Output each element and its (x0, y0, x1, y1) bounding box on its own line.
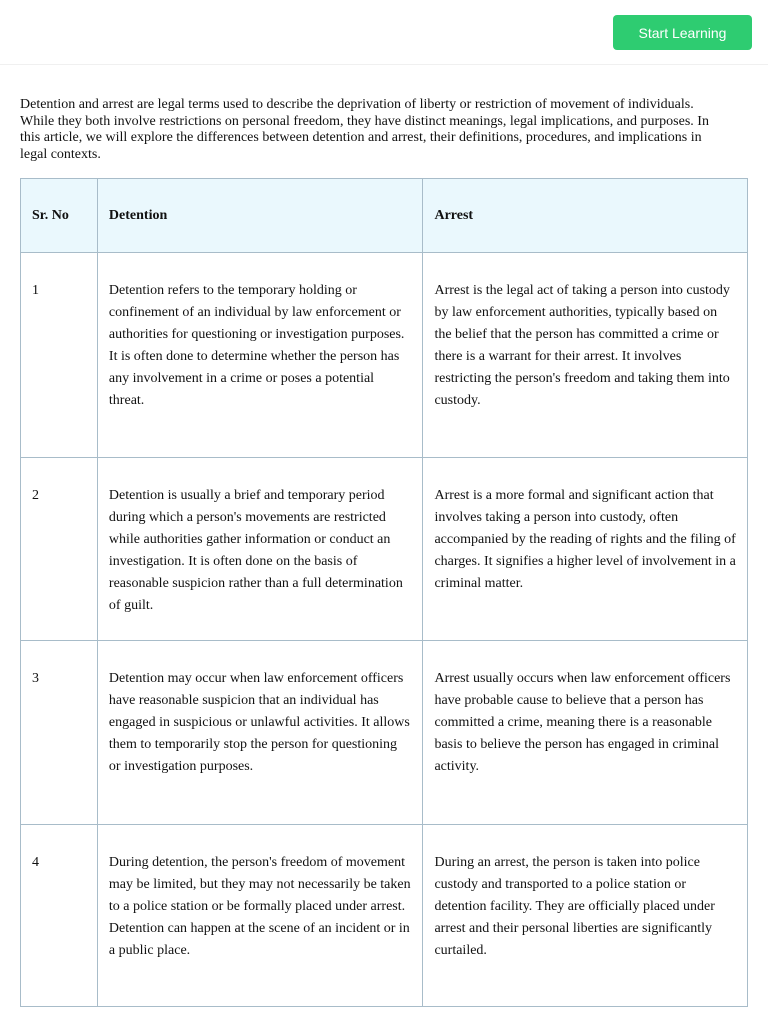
cell-sr-no: 4 (21, 825, 98, 1007)
cell-sr-no: 3 (21, 641, 98, 825)
cell-detention: Detention refers to the temporary holding or confinement of an individual by law enforcement or authorities for questioning or investigation purposes. It is often done to determine whether the person has any involvement in a crime or poses a potential threat. (97, 253, 423, 458)
table-row (21, 253, 748, 458)
cell-sr-no: 2 (21, 458, 98, 641)
cell-arrest: Arrest is the legal act of taking a person into custody by law enforcement authorities, typically based on the belief that the person has committed a crime or there is a warrant for their arrest. It involves restricting the person's freedom and taking them into custody. (423, 253, 748, 458)
header-arrest: Arrest (423, 179, 748, 253)
cell-detention: During detention, the person's freedom of movement may be limited, but they may not necessarily be taken to a police station or be formally placed under arrest. Detention can happen at the scene of an incident or in a public place. (97, 825, 423, 1007)
header-detention: Detention (97, 179, 423, 253)
table-row (21, 825, 748, 1007)
cell-detention: Detention may occur when law enforcement officers have reasonable suspicion that an individual has engaged in suspicious or unlawful activities. It allows them to temporarily stop the person for questioning or investigation purposes. (97, 641, 423, 825)
intro-paragraph: Detention and arrest are legal terms used to describe the deprivation of liberty or restriction of movement of individuals. While they both involve restrictions on personal freedom, they have distinct meanings, legal implications, and purposes. In this article, we will explore the differences between detention and arrest, their definitions, procedures, and implications in legal contexts. (20, 97, 709, 162)
cell-arrest: Arrest usually occurs when law enforcement officers have probable cause to believe that a person has committed a crime, meaning there is a reasonable basis to believe the person has engaged in criminal activity. (423, 641, 748, 825)
table-row (21, 458, 748, 641)
start-learning-button[interactable]: Start Learning (613, 15, 752, 50)
table-row (21, 641, 748, 825)
cell-detention: Detention is usually a brief and temporary period during which a person's movements are restricted while authorities gather information or conduct an investigation. It is often done on the basis of reasonable suspicion rather than a full determination of guilt. (97, 458, 423, 641)
cell-arrest: During an arrest, the person is taken into police custody and transported to a police station or detention facility. They are officially placed under arrest and their personal liberties are significantly curtailed. (423, 825, 748, 1007)
cell-arrest: Arrest is a more formal and significant action that involves taking a person into custody, often accompanied by the reading of rights and the filing of charges. It signifies a higher level of involvement in a criminal matter. (423, 458, 748, 641)
header-sr-no: Sr. No (21, 179, 98, 253)
comparison-table (20, 178, 748, 1007)
cell-sr-no: 1 (21, 253, 98, 458)
top-bar (0, 0, 768, 65)
table-header-row (21, 179, 748, 253)
